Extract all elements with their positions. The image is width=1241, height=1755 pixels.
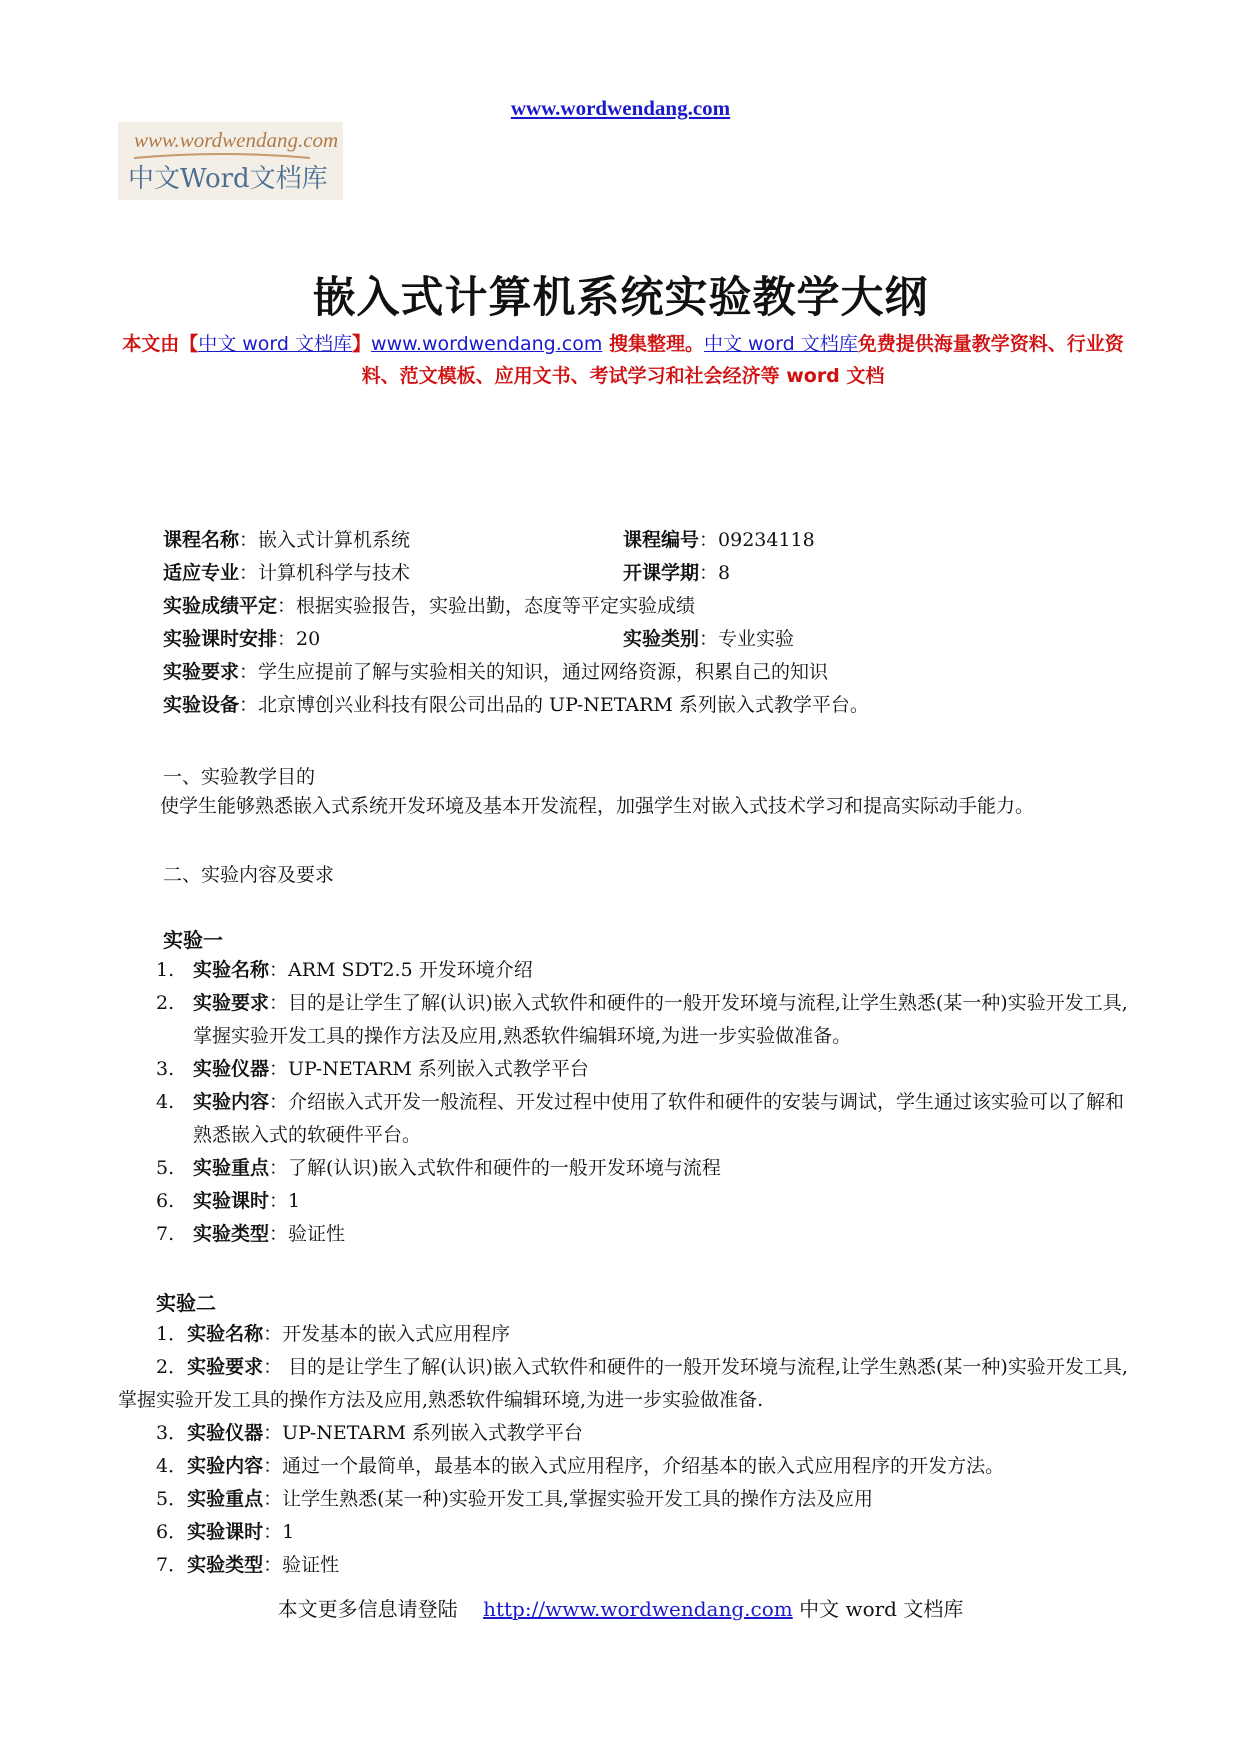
footer-link[interactable]: http://www.wordwendang.com (483, 1597, 793, 1621)
requirement-label: 实验要求 (163, 661, 240, 683)
list-item-text: ：让学生熟悉(某一种)实验开发工具,掌握实验开发工具的操作方法及应用 (263, 1488, 873, 1510)
list-item-text: ：了解(认识)嵌入式软件和硬件的一般开发环境与流程 (269, 1157, 721, 1179)
course-code-label: 课程编号 (623, 529, 700, 551)
list-item-number: 1． (156, 1323, 188, 1345)
course-name-label: 课程名称 (163, 529, 240, 551)
experiment-1-title: 实验一 (163, 928, 223, 952)
header-url-link[interactable]: www.wordwendang.com (510, 96, 731, 120)
list-item-text: ：UP-NETARM 系列嵌入式教学平台 (263, 1422, 583, 1444)
grading-value: ：根据实验报告，实验出勤，态度等平定实验成绩 (277, 595, 696, 617)
list-item-number: 2． (156, 1356, 188, 1378)
equipment-value: ：北京博创兴业科技有限公司出品的 UP-NETARM 系列嵌入式教学平台。 (239, 694, 869, 716)
list-item-number: 3. (156, 1058, 175, 1080)
list-item-label: 实验内容 (187, 1455, 264, 1477)
list-item-number: 5. (156, 1157, 175, 1179)
equipment-label: 实验设备 (163, 694, 240, 716)
list-item-text: ：ARM SDT2.5 开发环境介绍 (269, 959, 533, 981)
requirement-value: ：学生应提前了解与实验相关的知识，通过网络资源，积累自己的知识 (239, 661, 829, 683)
semester-value: ：8 (699, 562, 731, 584)
logo-main-text: 中文Word文档库 (128, 164, 328, 194)
meta-row-requirement (163, 656, 1123, 689)
list-item-number: 4. (156, 1091, 175, 1113)
list-item-number: 7. (156, 1223, 175, 1245)
notice-suffix: 免费提供海量教学资料、行业资料、范文模板、应用文书、考试学习和社会经济等 word 文档 (361, 333, 1124, 387)
list-item-number: 6． (156, 1521, 188, 1543)
notice-link-library[interactable]: 中文 word 文档库 (198, 333, 353, 355)
grading-label: 实验成绩平定 (163, 595, 278, 617)
list-item-text: ：UP-NETARM 系列嵌入式教学平台 (269, 1058, 589, 1080)
major-value: ：计算机科学与技术 (239, 562, 411, 584)
footer-suffix: 中文 word 文档库 (792, 1597, 964, 1621)
list-item-text: ：通过一个最简单，最基本的嵌入式应用程序，介绍基本的嵌入式应用程序的开发方法。 (263, 1455, 1005, 1477)
meta-row-major (163, 557, 1123, 590)
list-item-text: ：目的是让学生了解(认识)嵌入式软件和硬件的一般开发环境与流程,让学生熟悉(某一种)实验开发工具,掌握实验开发工具的操作方法及应用,熟悉软件编辑环境,为进一步实验做准备。 (193, 992, 1128, 1047)
list-item-label: 实验重点 (187, 1488, 264, 1510)
list-item-text: ：介绍嵌入式开发一般流程、开发过程中使用了软件和硬件的安装与调试，学生通过该实验可以了解和熟悉嵌入式的软硬件平台。 (193, 1091, 1125, 1146)
list-item-label: 实验课时 (193, 1190, 270, 1212)
meta-row-hours (163, 623, 1123, 656)
list-item-text: ：验证性 (269, 1223, 346, 1245)
experiment-2-title: 实验二 (156, 1291, 216, 1315)
experiment-2-list (118, 1318, 1128, 1582)
course-name-value: ：嵌入式计算机系统 (239, 529, 411, 551)
hours-label: 实验课时安排 (163, 628, 278, 650)
type-label: 实验类别 (623, 628, 700, 650)
list-item-label: 实验内容 (193, 1091, 270, 1113)
semester-label: 开课学期 (623, 562, 700, 584)
meta-row-grading (163, 590, 1123, 623)
list-item-text: ：验证性 (263, 1554, 340, 1576)
list-item-number: 1. (156, 959, 175, 981)
course-code-value: ：09234118 (699, 529, 815, 551)
list-item (118, 1549, 1128, 1582)
logo-url-text: www.wordwendang.com (134, 128, 339, 152)
list-item-label: 实验仪器 (187, 1422, 264, 1444)
notice-mid2: 搜集整理。 (602, 333, 704, 355)
notice-mid1: 】 (352, 333, 372, 355)
list-item-number: 7． (156, 1554, 188, 1576)
list-item-label: 实验名称 (187, 1323, 264, 1345)
hours-value: ：20 (277, 628, 321, 650)
list-item-text: ：1 (269, 1190, 301, 1212)
list-item-label: 实验要求 (193, 992, 270, 1014)
list-item (118, 1450, 1128, 1483)
list-item (156, 1053, 1131, 1086)
list-item (118, 1516, 1128, 1549)
list-item (156, 1218, 1131, 1251)
source-notice (118, 328, 1128, 392)
course-metadata (163, 524, 1123, 722)
list-item (156, 1185, 1131, 1218)
meta-row-name (163, 524, 1123, 557)
meta-row-equipment (163, 689, 1123, 722)
list-item-text: ： 目的是让学生了解(认识)嵌入式软件和硬件的一般开发环境与流程,让学生熟悉(某一种)实验开发工具,掌握实验开发工具的操作方法及应用,熟悉软件编辑环境,为进一步实验做准备. (118, 1356, 1128, 1411)
section-purpose-text: 使学生能够熟悉嵌入式系统开发环境及基本开发流程，加强学生对嵌入式技术学习和提高实际动手能力。 (160, 795, 1035, 817)
notice-link-library-2[interactable]: 中文 word 文档库 (703, 333, 858, 355)
notice-link-url[interactable]: www.wordwendang.com (371, 333, 603, 355)
list-item (156, 954, 1131, 987)
header-url (0, 96, 1241, 121)
list-item-label: 实验名称 (193, 959, 270, 981)
list-item (156, 987, 1131, 1053)
list-item-number: 4． (156, 1455, 188, 1477)
list-item-text: ：开发基本的嵌入式应用程序 (263, 1323, 511, 1345)
list-item (118, 1483, 1128, 1516)
list-item-number: 5． (156, 1488, 188, 1510)
list-item (156, 1152, 1131, 1185)
list-item-number: 2. (156, 992, 175, 1014)
list-item-label: 实验课时 (187, 1521, 264, 1543)
list-item-text: ：1 (263, 1521, 295, 1543)
notice-prefix: 本文由【 (122, 333, 199, 355)
type-value: ：专业实验 (699, 628, 795, 650)
footer-prefix: 本文更多信息请登陆 (277, 1597, 458, 1621)
site-logo (118, 122, 343, 200)
list-item-label: 实验要求 (187, 1356, 264, 1378)
page-footer (0, 1593, 1241, 1622)
list-item-label: 实验重点 (193, 1157, 270, 1179)
list-item-label: 实验类型 (187, 1554, 264, 1576)
list-item-label: 实验类型 (193, 1223, 270, 1245)
section-heading-content: 二、实验内容及要求 (163, 864, 335, 886)
list-item-label: 实验仪器 (193, 1058, 270, 1080)
list-item-number: 6. (156, 1190, 175, 1212)
list-item-number: 3． (156, 1422, 188, 1444)
document-title: 嵌入式计算机系统实验教学大纲 (312, 273, 929, 323)
list-item (156, 1086, 1131, 1152)
experiment-1-list (156, 954, 1131, 1251)
list-item (118, 1318, 1128, 1351)
section-heading-purpose: 一、实验教学目的 (163, 766, 316, 788)
list-item (118, 1417, 1128, 1450)
major-label: 适应专业 (163, 562, 240, 584)
list-item (118, 1351, 1128, 1417)
